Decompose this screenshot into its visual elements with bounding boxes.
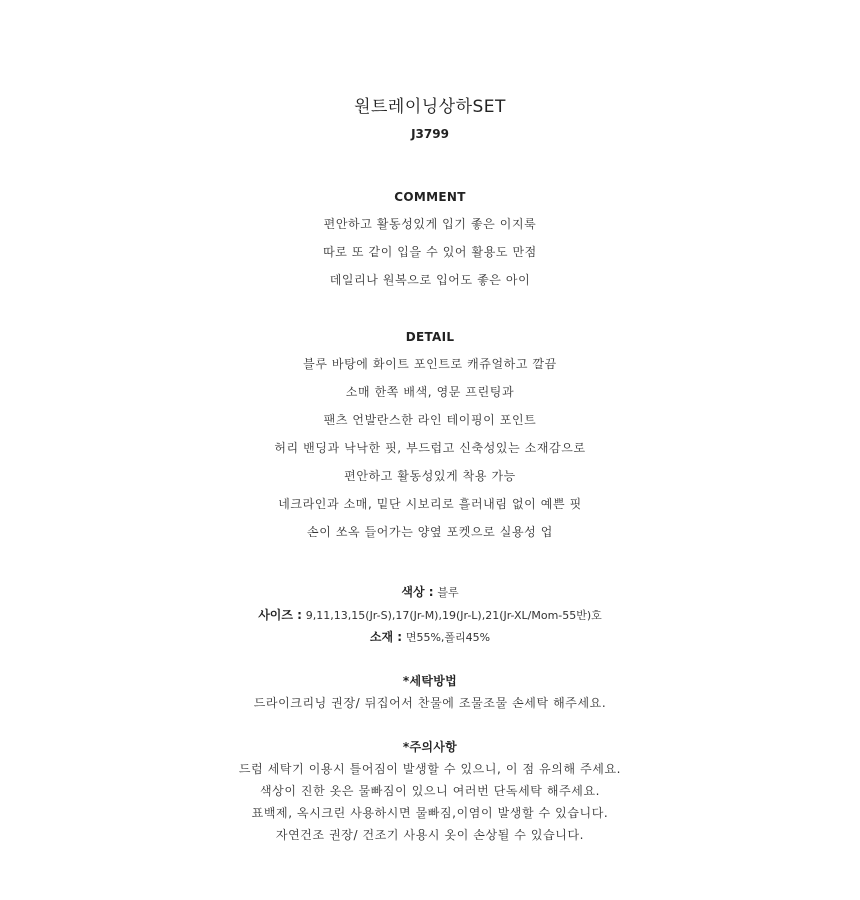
comment-heading: COMMENT — [394, 190, 466, 204]
caution-line: 색상이 진한 옷은 물빠짐이 있으니 여러번 단독세탁 해주세요. — [259, 784, 601, 798]
caution-line: 드럼 세탁기 이용시 틀어짐이 발생할 수 있으니, 이 점 유의해 주세요. — [238, 762, 622, 776]
product-title: 원트레이닝상하SET — [354, 97, 506, 117]
color-spec — [0, 586, 860, 598]
material-spec — [0, 631, 860, 643]
color-value: 블루 — [437, 586, 459, 599]
size-spec — [0, 609, 860, 621]
color-label: 색상 : — [401, 585, 434, 599]
caution-heading: *주의사항 — [402, 740, 458, 754]
product-code: J3799 — [411, 127, 449, 141]
detail-line: 허리 밴딩과 낙낙한 핏, 부드럽고 신축성있는 소재감으로 — [274, 441, 586, 455]
material-value: 면55%,폴리45% — [405, 631, 491, 644]
caution-line: 자연건조 권장/ 건조기 사용시 옷이 손상될 수 있습니다. — [275, 828, 585, 842]
size-label: 사이즈 : — [258, 608, 302, 622]
detail-line: 네크라인과 소매, 밑단 시보리로 흘러내림 없이 예쁜 핏 — [278, 497, 582, 511]
comment-line: 따로 또 같이 입을 수 있어 활용도 만점 — [323, 245, 537, 259]
size-value: 9,11,13,15(Jr-S),17(Jr-M),19(Jr-L),21(Jr-XL/Mom-55반)호 — [305, 609, 602, 622]
detail-heading: DETAIL — [405, 330, 455, 344]
comment-line: 데일리나 원복으로 입어도 좋은 아이 — [329, 273, 531, 287]
detail-line: 편안하고 활동성있게 착용 가능 — [344, 469, 516, 483]
comment-line: 편안하고 활동성있게 입기 좋은 이지룩 — [323, 217, 537, 231]
washing-line: 드라이크리닝 권장/ 뒤집어서 찬물에 조물조물 손세탁 해주세요. — [253, 696, 607, 710]
caution-line: 표백제, 옥시크린 사용하시면 물빠짐,이염이 발생할 수 있습니다. — [251, 806, 609, 820]
detail-line: 소매 한쪽 배색, 영문 프린팅과 — [345, 385, 515, 399]
detail-line: 팬츠 언발란스한 라인 테이핑이 포인트 — [323, 413, 537, 427]
detail-line: 손이 쏘옥 들어가는 양옆 포켓으로 실용성 업 — [307, 525, 553, 539]
material-label: 소재 : — [369, 630, 403, 644]
detail-line: 블루 바탕에 화이트 포인트로 캐쥬얼하고 깔끔 — [303, 357, 557, 371]
washing-heading: *세탁방법 — [402, 674, 458, 688]
